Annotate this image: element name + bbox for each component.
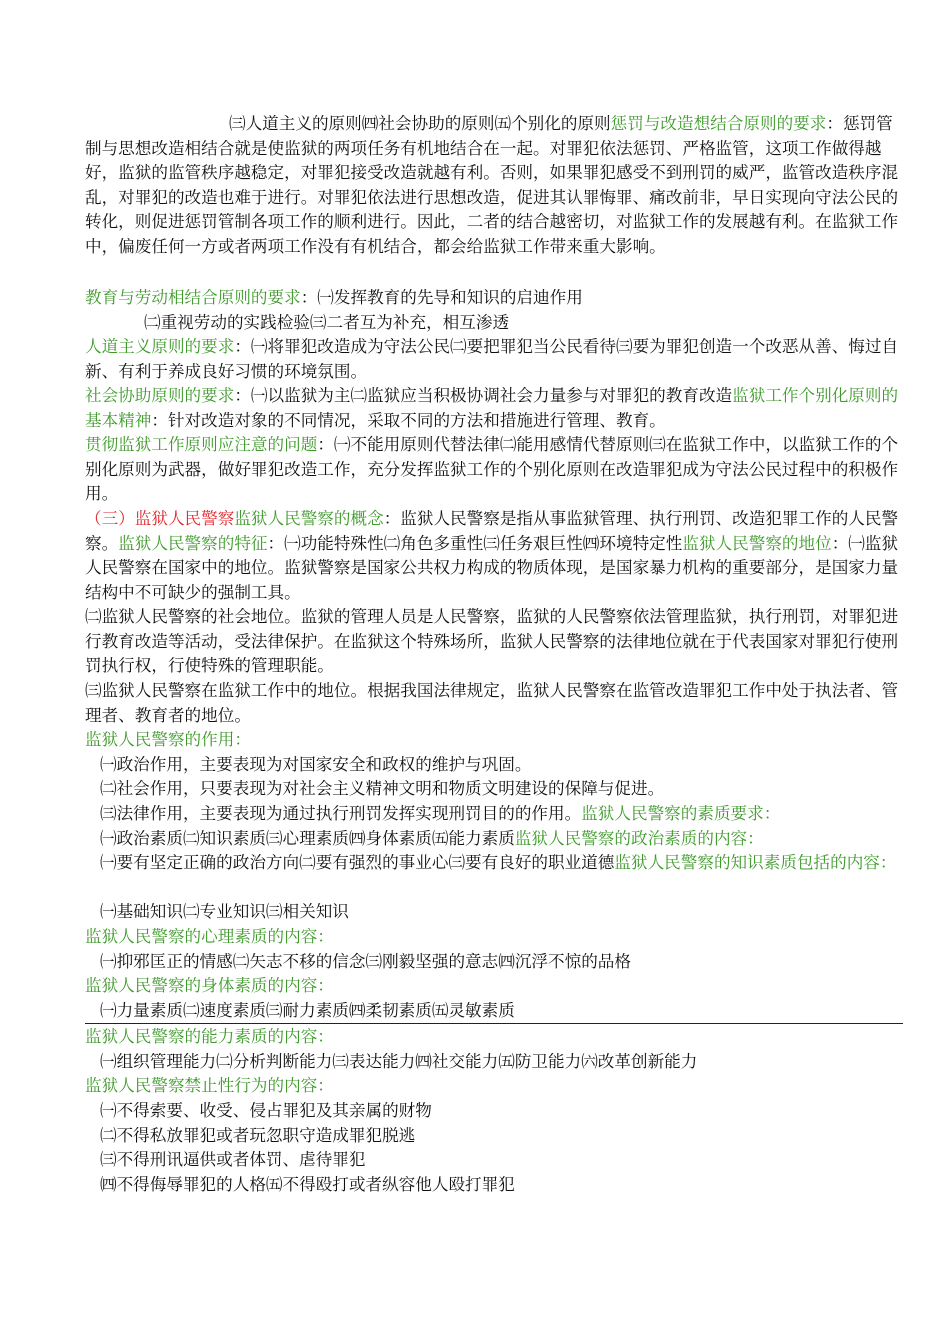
paragraph-principles-punish-reform xyxy=(85,112,905,260)
heading-notes: 贯彻监狱工作原则应注意的问题 xyxy=(85,435,318,454)
heading-humanitarian: 人道主义原则的要求 xyxy=(85,337,235,356)
quality-list xyxy=(100,827,905,852)
heading-individualization: 监狱工作个别化原则的基本精神 xyxy=(85,386,899,430)
notes-text: ：㈠不能用原则代替法律㈡能用感情代替原则㈢在监狱工作中，以监狱工作的个别化原则为武器，做好罪犯改造工作，充分发挥监狱工作的个别化原则在改造罪犯成为守法公民过程中的积极作用。 xyxy=(85,435,899,504)
heading-police-concept: 监狱人民警察的概念 xyxy=(234,509,384,528)
heading-prohibited: 监狱人民警察禁止性行为的内容： xyxy=(85,1076,334,1095)
heading-political-quality: 监狱人民警察的政治素质的内容： xyxy=(514,829,764,848)
paragraph-work-status xyxy=(85,679,905,728)
paragraph-edu-labor-line2 xyxy=(144,311,904,336)
social-assist-text: ：㈠以监狱为主㈡监狱应当积极协调社会力量参与对罪犯的教育改造 xyxy=(234,386,733,405)
quality-list-text: ㈠政治素质㈡知识素质㈢心理素质㈣身体素质㈤能力素质 xyxy=(100,829,515,848)
prohibited-2: ㈡不得私放罪犯或者玩忽职守造成罪犯脱逃 xyxy=(100,1126,416,1145)
role-social: ㈡社会作用，只要表现为对社会主义精神文明和物质文明建设的保障与促进。 xyxy=(100,779,665,798)
divider-line xyxy=(85,1023,903,1024)
work-status-text: ㈢监狱人民警察在监狱工作中的地位。根据我国法律规定，监狱人民警察在监管改造罪犯工作中处于执法者、管理者、教育者的地位。 xyxy=(85,681,899,725)
political-quality xyxy=(85,851,905,876)
section-heading-police: （三）监狱人民警察 xyxy=(85,509,235,528)
role-legal xyxy=(100,802,905,827)
heading-ability-quality: 监狱人民警察的能力素质的内容： xyxy=(85,1027,334,1046)
edu-labor-text-1: ：㈠发挥教育的先导和知识的启迪作用 xyxy=(300,288,583,307)
political-quality-text: ㈠要有坚定正确的政治方向㈡要有强烈的事业心㈢要有良好的职业道德 xyxy=(100,853,615,872)
heading-police-status: 监狱人民警察的地位 xyxy=(682,533,832,553)
psych-quality: ㈠抑邪匡正的情感㈡矢志不移的信念㈢刚毅坚强的意志㈣沉浮不惊的品格 xyxy=(100,952,631,971)
heading-physical-quality: 监狱人民警察的身体素质的内容： xyxy=(85,976,334,995)
heading-knowledge-quality: 监狱人民警察的知识素质包括的内容： xyxy=(614,853,897,872)
paragraph-social-status xyxy=(85,605,905,679)
edu-labor-text-2: ㈡重视劳动的实践检验㈢二者互为补充，相互渗透 xyxy=(144,313,510,332)
role-legal-text: ㈢法律作用，主要表现为通过执行刑罚发挥实现刑罚目的的作用。 xyxy=(100,804,582,823)
role-political: ㈠政治作用，主要表现为对国家安全和政权的维护与巩固。 xyxy=(100,755,532,774)
knowledge-quality: ㈠基础知识㈡专业知识㈢相关知识 xyxy=(100,902,349,921)
punish-reform-text: ：惩罚管制与思想改造相结合就是使监狱的两项任务有机地结合在一起。对罪犯依法惩罚、严格监管，这项工作做得越好，监狱的监管秩序越稳定，对罪犯接受改造就越有利。否则，如果罪犯感受不到刑罚的威严，监管改造秩序混乱，对罪犯的改造也难于进行。对罪犯依法进行思想改造，促进其认罪悔罪、痛改前非，早日实现向守法公民的转化，则促进惩罚管制各项工作的顺利进行。因此，二者的结合越密切，对监狱工作的发展越有利。在监狱工作中，偏废任何一方或者两项工作没有有机结合，都会给监狱工作带来重大影响。 xyxy=(85,114,899,256)
police-concept-text: ：监狱人民警察是指从事监狱管理、执行刑罚、改造犯罪工作的人民警察。 xyxy=(85,509,899,553)
individualization-text: ：针对改造对象的不同情况，采取不同的方法和措施进行管理、教育。 xyxy=(151,410,666,430)
physical-quality: ㈠力量素质㈡速度素质㈢耐力素质㈣柔韧素质㈤灵敏素质 xyxy=(100,1001,515,1020)
paragraph-social-assist xyxy=(85,384,905,433)
prohibited-3: ㈢不得刑讯逼供或者体罚、虐待罪犯 xyxy=(100,1150,366,1169)
prohibited-4: ㈣不得侮辱罪犯的人格㈤不得殴打或者纵容他人殴打罪犯 xyxy=(100,1175,515,1194)
paragraph-humanitarian xyxy=(85,335,905,384)
paragraph-police xyxy=(85,507,905,605)
humanitarian-text: ：㈠将罪犯改造成为守法公民㈡要把罪犯当公民看待㈢要为罪犯创造一个改恶从善、悔过自新、有利于养成良好习惯的环境氛围。 xyxy=(85,337,899,381)
ability-quality: ㈠组织管理能力㈡分析判断能力㈢表达能力㈣社交能力㈤防卫能力㈥改革创新能力 xyxy=(100,1052,698,1071)
heading-social-assist: 社会协助原则的要求 xyxy=(85,386,235,405)
heading-edu-labor: 教育与劳动相结合原则的要求 xyxy=(85,288,301,307)
heading-psych-quality: 监狱人民警察的心理素质的内容： xyxy=(85,927,334,946)
police-status-text: ：㈠监狱人民警察在国家中的地位。监狱警察是国家公共权力构成的物质体现，是国家暴力机构的重要部分，是国家力量结构中不可缺少的强制工具。 xyxy=(85,533,899,602)
paragraph-edu-labor-line1 xyxy=(85,286,905,311)
prohibited-1: ㈠不得索要、收受、侵占罪犯及其亲属的财物 xyxy=(100,1101,432,1120)
paragraph-notes xyxy=(85,433,905,507)
heading-police-features: 监狱人民警察的特征 xyxy=(118,533,268,553)
police-features-text: ：㈠功能特殊性㈡角色多重性㈢任务艰巨性㈣环境特定性 xyxy=(267,533,683,553)
principles-list: ㈢人道主义的原则㈣社会协助的原则㈤个别化的原则 xyxy=(229,114,611,133)
social-status-text: ㈡监狱人民警察的社会地位。监狱的管理人员是人民警察，监狱的人民警察依法管理监狱，执行刑罚，对罪犯进行教育改造等活动，受法律保护。在监狱这个特殊场所，监狱人民警察的法律地位就在于代表国家对罪犯行使刑罚执行权，行使特殊的管理职能。 xyxy=(85,607,899,676)
heading-police-role: 监狱人民警察的作用： xyxy=(85,730,251,749)
heading-punish-reform: 惩罚与改造想结合原则的要求 xyxy=(610,114,827,133)
heading-quality-req: 监狱人民警察的素质要求： xyxy=(581,804,781,823)
